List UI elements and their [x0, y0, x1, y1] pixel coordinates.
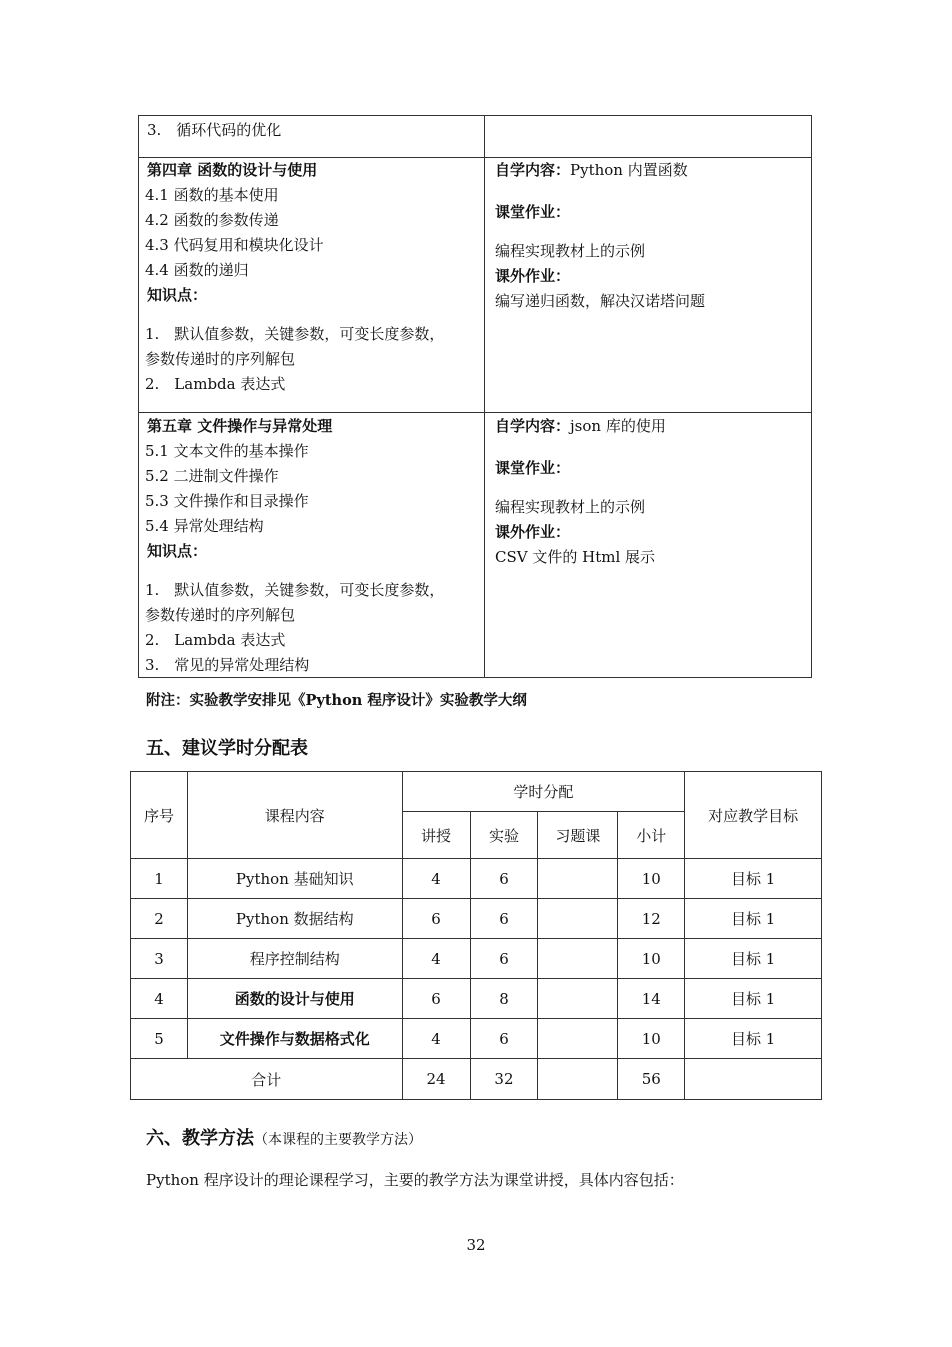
section6-heading	[146, 1124, 422, 1150]
total-label: 合计	[131, 1059, 403, 1100]
row-no: 1	[131, 859, 188, 899]
header-content: 课程内容	[187, 772, 402, 859]
row-subtotal: 10	[618, 939, 685, 979]
section6-subtitle: （本课程的主要教学方法）	[254, 1132, 422, 1148]
chapter5-kp-line: 2. Lambda 表达式	[145, 631, 286, 649]
chapter5-kp-line: 1. 默认值参数，关键参数，可变长度参数，	[145, 581, 445, 599]
row-content: 文件操作与数据格式化	[187, 1019, 402, 1059]
table-row	[131, 979, 822, 1019]
course-content-table	[138, 115, 812, 678]
row-divider	[139, 412, 811, 413]
row-lecture: 6	[402, 899, 470, 939]
table-row	[131, 1019, 822, 1059]
chapter5-out-hw-value: CSV 文件的 Html 展示	[495, 548, 656, 566]
chapter5-item: 5.3 文件操作和目录操作	[145, 492, 309, 510]
page-number: 32	[466, 1236, 486, 1254]
chapter4-item: 4.1 函数的基本使用	[145, 186, 279, 204]
row-subtotal: 10	[618, 859, 685, 899]
chapter4-out-hw-label: 课外作业：	[495, 267, 571, 285]
chapter4-kp-line: 1. 默认值参数，关键参数，可变长度参数，	[145, 325, 445, 343]
row-lecture: 4	[402, 939, 470, 979]
chapter4-kp-line: 2. Lambda 表达式	[145, 375, 286, 393]
row-goal: 目标 1	[685, 899, 822, 939]
row-lecture: 4	[402, 859, 470, 899]
row-subtotal: 12	[618, 899, 685, 939]
header-goal: 对应教学目标	[685, 772, 822, 859]
row-goal: 目标 1	[685, 979, 822, 1019]
total-exercise	[538, 1059, 618, 1100]
column-divider	[484, 116, 485, 677]
row-exercise	[538, 1019, 618, 1059]
row-no: 4	[131, 979, 188, 1019]
chapter4-out-hw-value: 编写递归函数，解决汉诺塔问题	[495, 292, 706, 310]
row-content: Python 基础知识	[187, 859, 402, 899]
chapter4-class-hw-label: 课堂作业：	[495, 203, 571, 221]
row-no: 5	[131, 1019, 188, 1059]
self-study-label: 自学内容：	[495, 417, 571, 435]
header-no: 序号	[131, 772, 188, 859]
chapter4-item: 4.4 函数的递归	[145, 261, 249, 279]
row-lab: 6	[470, 939, 538, 979]
self-study-label: 自学内容：	[495, 161, 571, 179]
table-row	[131, 859, 822, 899]
chapter5-class-hw-label: 课堂作业：	[495, 459, 571, 477]
row-lab: 6	[470, 1019, 538, 1059]
loop-optimization-item: 3. 循环代码的优化	[147, 121, 282, 139]
row-exercise	[538, 899, 618, 939]
hours-allocation-table	[130, 771, 822, 1100]
header-lecture: 讲授	[402, 812, 470, 859]
total-goal	[685, 1059, 822, 1100]
row-content: 函数的设计与使用	[187, 979, 402, 1019]
chapter5-kp-label: 知识点：	[147, 542, 208, 560]
chapter4-class-hw-value: 编程实现教材上的示例	[495, 242, 646, 260]
chapter4-kp-label: 知识点：	[147, 286, 208, 304]
row-lab: 6	[470, 859, 538, 899]
row-content: 程序控制结构	[187, 939, 402, 979]
self-study-value: json 库的使用	[570, 417, 666, 435]
chapter5-out-hw-label: 课外作业：	[495, 523, 571, 541]
section5-heading: 五、建议学时分配表	[146, 738, 308, 759]
chapter5-self-study	[495, 414, 666, 439]
row-goal: 目标 1	[685, 859, 822, 899]
chapter5-class-hw-value: 编程实现教材上的示例	[495, 498, 646, 516]
row-goal: 目标 1	[685, 1019, 822, 1059]
row-no: 2	[131, 899, 188, 939]
total-row	[131, 1059, 822, 1100]
row-lab: 8	[470, 979, 538, 1019]
row-content: Python 数据结构	[187, 899, 402, 939]
header-exercise: 习题课	[538, 812, 618, 859]
table-row	[131, 939, 822, 979]
chapter4-self-study	[495, 158, 688, 183]
row-subtotal: 10	[618, 1019, 685, 1059]
section6-title: 六、教学方法	[146, 1128, 254, 1149]
row-no: 3	[131, 939, 188, 979]
row-exercise	[538, 979, 618, 1019]
chapter4-item: 4.3 代码复用和模块化设计	[145, 236, 324, 254]
row-lecture: 4	[402, 1019, 470, 1059]
row-exercise	[538, 859, 618, 899]
row-exercise	[538, 939, 618, 979]
row-goal: 目标 1	[685, 939, 822, 979]
chapter5-kp-line: 3. 常见的异常处理结构	[145, 656, 310, 674]
header-allocation: 学时分配	[402, 772, 685, 812]
section6-paragraph: Python 程序设计的理论课程学习，主要的教学方法为课堂讲授，具体内容包括：	[146, 1171, 684, 1189]
chapter5-item: 5.4 异常处理结构	[145, 517, 264, 535]
header-lab: 实验	[470, 812, 538, 859]
chapter4-item: 4.2 函数的参数传递	[145, 211, 279, 229]
lab-note: 附注：实验教学安排见《Python 程序设计》实验教学大纲	[146, 692, 527, 709]
row-lecture: 6	[402, 979, 470, 1019]
self-study-value: Python 内置函数	[570, 161, 688, 179]
chapter5-title: 第五章 文件操作与异常处理	[147, 417, 333, 435]
total-subtotal: 56	[618, 1059, 685, 1100]
total-lecture: 24	[402, 1059, 470, 1100]
total-lab: 32	[470, 1059, 538, 1100]
chapter4-kp-line: 参数传递时的序列解包	[145, 350, 296, 368]
chapter5-item: 5.2 二进制文件操作	[145, 467, 279, 485]
header-subtotal: 小计	[618, 812, 685, 859]
row-subtotal: 14	[618, 979, 685, 1019]
row-lab: 6	[470, 899, 538, 939]
table-row	[131, 899, 822, 939]
chapter5-item: 5.1 文本文件的基本操作	[145, 442, 309, 460]
chapter4-title: 第四章 函数的设计与使用	[147, 161, 318, 179]
chapter5-kp-line: 参数传递时的序列解包	[145, 606, 296, 624]
